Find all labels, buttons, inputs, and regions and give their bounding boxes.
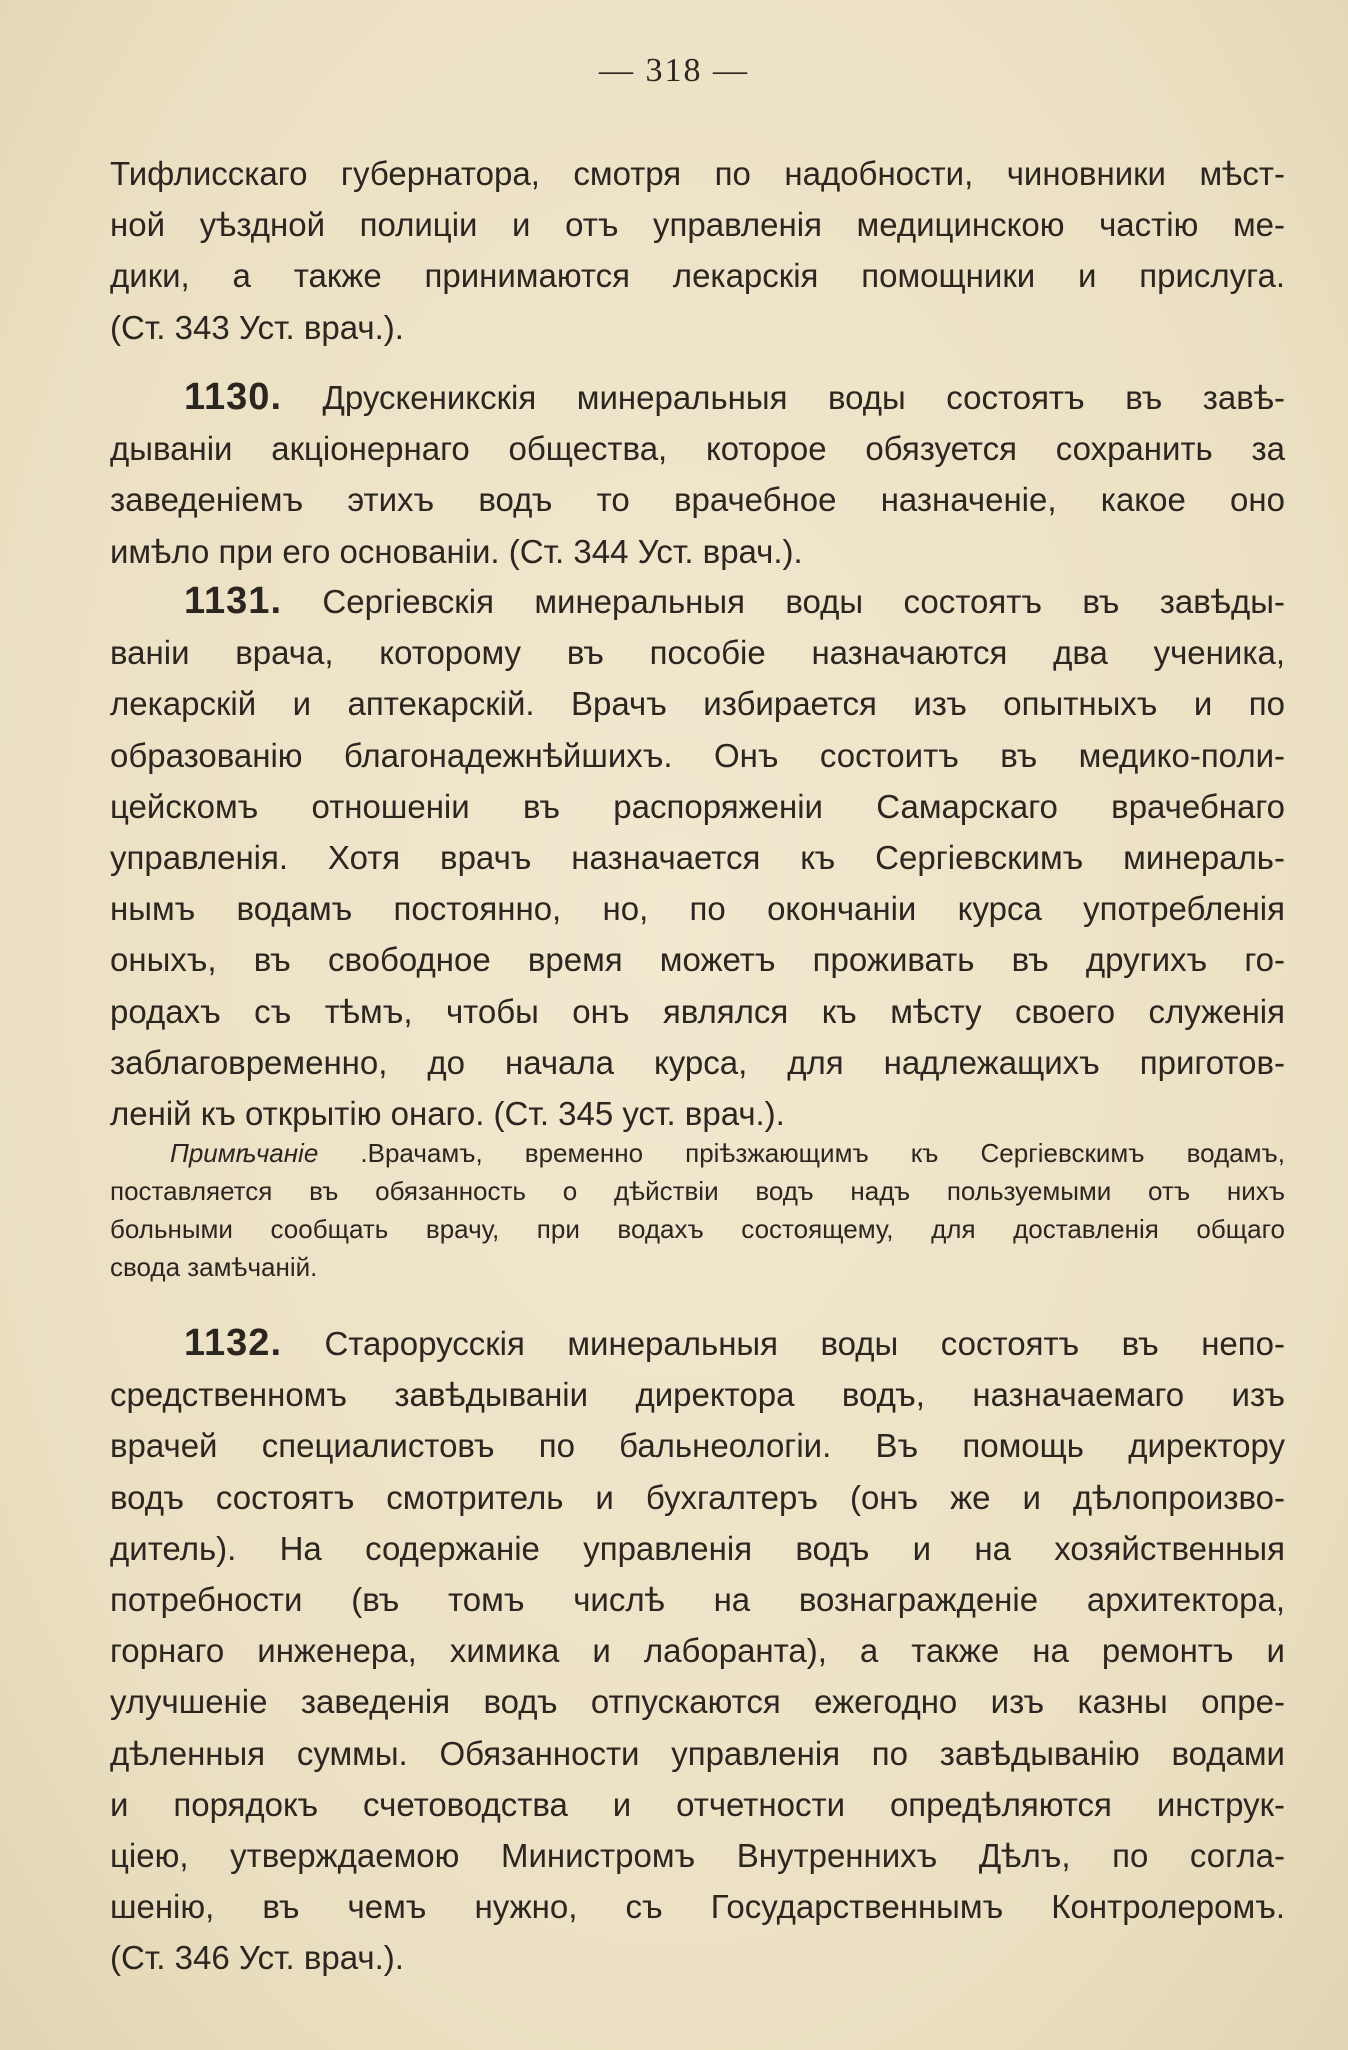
text-line: родахъ съ тѣмъ, чтобы онъ являлся къ мѣсту своего служенія — [110, 992, 1285, 1030]
article-note — [110, 1134, 1285, 1286]
text-line: дываніи акціонернаго общества, которое обязуется сохранить за — [110, 430, 1285, 468]
text-line: ной уѣздной полиціи и отъ управленія медицинскою частію ме- — [110, 206, 1285, 244]
text-line: врачей специалистовъ по бальнеологіи. Въ помощь директору — [110, 1427, 1285, 1465]
text-line-body: .Врачамъ, временно пріѣзжающимъ къ Сергіевскимъ водамъ, — [360, 1138, 1285, 1168]
text-line: заблаговременно, до начала курса, для надлежащихъ приготов- — [110, 1043, 1285, 1081]
text-line: средственномъ завѣдываніи директора водъ, назначаемаго изъ — [110, 1376, 1285, 1414]
text-line-body: Старорусскія минеральныя воды состоятъ въ непо- — [324, 1325, 1285, 1362]
article-number: 1132. — [184, 1322, 282, 1364]
text-line: поставляется въ обязанность о дѣйствіи водъ надъ пользуемыми отъ нихъ — [110, 1176, 1285, 1206]
text-line: нымъ водамъ постоянно, но, по окончаніи курса употребленія — [110, 890, 1285, 928]
article-number: 1131. — [184, 580, 282, 622]
note-label: Примѣчаніе — [170, 1138, 319, 1168]
text-line: ціею, утверждаемою Министромъ Внутреннихъ Дѣлъ, по согла- — [110, 1836, 1285, 1874]
text-line: заведеніемъ этихъ водъ то врачебное назначеніе, какое оно — [110, 481, 1285, 519]
text-line: (Ст. 346 Уст. врач.). — [110, 1939, 404, 1977]
text-line: (Ст. 343 Уст. врач.). — [110, 308, 404, 346]
text-line: свода замѣчаній. — [110, 1252, 318, 1282]
article-1130 — [110, 372, 1285, 577]
text-line: управленія. Хотя врачъ назначается къ Сергіевскимъ минераль- — [110, 838, 1285, 876]
text-line — [110, 1134, 1285, 1172]
text-line: дитель). На содержаніе управленія водъ и на хозяйственныя — [110, 1529, 1285, 1567]
text-line: больными сообщать врачу, при водахъ состоящему, для доставленія общаго — [110, 1214, 1285, 1244]
text-line-body: Сергіевскія минеральныя воды состоятъ въ завѣды- — [322, 583, 1285, 620]
text-line — [110, 372, 1285, 423]
text-line — [110, 576, 1285, 627]
text-line: потребности (въ томъ числѣ на вознагражденіе архитектора, — [110, 1580, 1285, 1618]
text-line: дѣленныя суммы. Обязанности управленія по завѣдыванію водами — [110, 1734, 1285, 1772]
article-1132 — [110, 1318, 1285, 1983]
text-line-body: Друскеникскія минеральныя воды состоятъ въ завѣ- — [322, 379, 1285, 416]
text-line: лекарскій и аптекарскій. Врачъ избирается изъ опытныхъ и по — [110, 685, 1285, 723]
text-line: образованію благонадежнѣйшихъ. Онъ состоитъ въ медико-поли- — [110, 736, 1285, 774]
text-line: оныхъ, въ свободное время можетъ проживать въ другихъ го- — [110, 941, 1285, 979]
text-line — [110, 1318, 1285, 1369]
text-line: шенію, въ чемъ нужно, съ Государственнымъ Контролеромъ. — [110, 1888, 1285, 1926]
text-line: Тифлисскаго губернатора, смотря по надобности, чиновники мѣст- — [110, 155, 1285, 192]
text-line: леній къ открытію онаго. (Ст. 345 уст. врач.). — [110, 1094, 785, 1132]
text-line: цейскомъ отношеніи въ распоряженіи Самарскаго врачебнаго — [110, 787, 1285, 825]
text-line: улучшеніе заведенія водъ отпускаются ежегодно изъ казны опре- — [110, 1683, 1285, 1721]
text-line: имѣло при его основаніи. (Ст. 344 Уст. врач.). — [110, 532, 803, 570]
text-line: водъ состоятъ смотритель и бухгалтеръ (онъ же и дѣлопроизво- — [110, 1478, 1285, 1516]
article-1131 — [110, 576, 1285, 1139]
text-line: ваніи врача, которому въ пособіе назначаются два ученика, — [110, 634, 1285, 672]
text-line: дики, а также принимаются лекарскія помощники и прислуга. — [110, 257, 1285, 295]
paragraph-continuation — [110, 148, 1285, 353]
text-line: и порядокъ счетоводства и отчетности опредѣляются инструк- — [110, 1785, 1285, 1823]
text-line: горнаго инженера, химика и лаборанта), а также на ремонтъ и — [110, 1632, 1285, 1670]
page-number: — 318 — — [599, 52, 749, 89]
article-number: 1130. — [184, 376, 282, 418]
